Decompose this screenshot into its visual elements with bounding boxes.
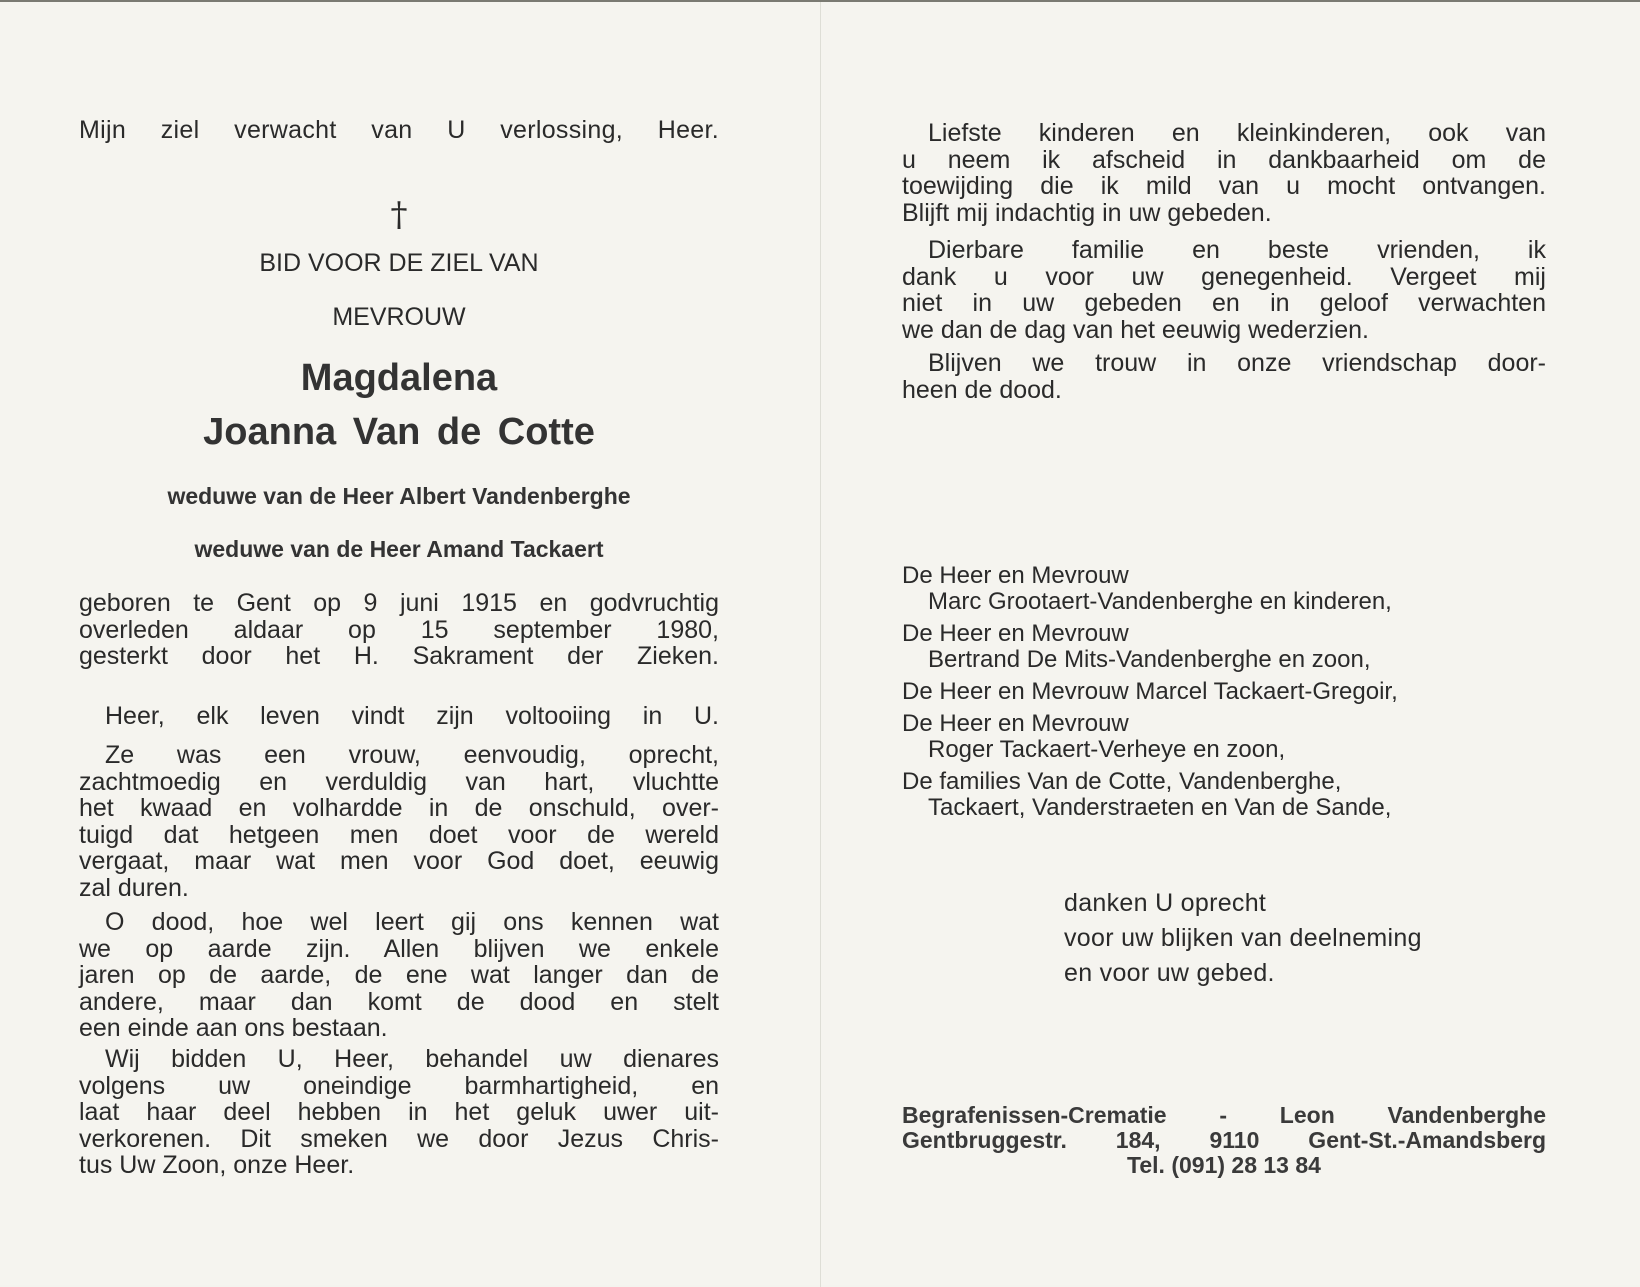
text-line: Blijven we trouw in onze vriendschap door- [928,349,1546,377]
mourners-list [902,563,1562,825]
card-fold-line [820,2,821,1287]
deceased-first-name: Magdalena [300,357,498,399]
text-line: dank u voor uw genegenheid. Vergeet mij [902,262,1546,291]
thanks-block [1064,886,1422,991]
text-line: we dan de dag van het eeuwig wederzien. [902,315,1369,344]
text-line: O dood, hoe wel leert gij ons kennen wat [105,908,719,936]
funeral-home-phone: Tel. (091) 28 13 84 [1127,1152,1321,1178]
prayer-heading: BID VOOR DE ZIEL VAN [259,249,539,277]
text-line: niet in uw gebeden en in geloof verwachten [902,289,1546,317]
text-line: Heer, elk leven vindt zijn voltooiing in U. [105,702,719,730]
text-line: jaren op de aarde, de ene wat langer dan de [79,961,719,989]
widow-of-line-1: weduwe van de Heer Albert Vandenberghe [167,483,631,509]
text-line: Blijft mij indachtig in uw gebeden. [902,198,1272,227]
mourner-entry [902,769,1562,821]
paragraph-dierbare [902,237,1546,343]
text-line: toewijding die ik mild van u mocht ontvangen. [902,172,1546,200]
text-line: een einde aan ons bestaan. [79,1014,388,1042]
text-line: gesterkt door het H. Sakrament der Zieken. [79,642,719,670]
mourner-line: De Heer en Mevrouw [902,710,1129,737]
paragraph-o-dood [79,909,719,1042]
paragraph-wij-bidden [79,1046,719,1179]
epigraph: Mijn ziel verwacht van U verlossing, Heer. [79,116,719,144]
deceased-full-name: Joanna Van de Cotte [203,411,595,453]
funeral-home-address: Gentbruggestr. 184, 9110 Gent-St.-Amandsberg [902,1127,1546,1153]
mourner-line: De families Van de Cotte, Vandenberghe, [902,768,1342,795]
thanks-line: voor uw blijken van deelneming [1064,924,1422,952]
funeral-home-name: Begrafenissen-Crematie - Leon Vandenberghe [902,1102,1546,1128]
mourner-line: De Heer en Mevrouw Marcel Tackaert-Gregoir, [902,678,1398,705]
text-line: het kwaad en volhardde in de onschuld, over- [79,794,719,822]
text-line: zachtmoedig en verduldig van hart, vluchtte [79,767,719,796]
text-line: we op aarde zijn. Allen blijven we enkele [79,934,719,963]
mourner-entry [902,711,1562,763]
text-line: Ze was een vrouw, eenvoudig, oprecht, [105,741,719,769]
mourner-line: De Heer en Mevrouw [902,562,1129,589]
text-line: verkorenen. Dit smeken we door Jezus Chris- [79,1124,719,1153]
paragraph-blijven [902,350,1546,403]
funeral-home-imprint [902,1103,1546,1178]
mourner-line: Bertrand De Mits-Vandenberghe en zoon, [928,646,1371,673]
mourner-entry [902,621,1562,673]
text-line: Dierbare familie en beste vrienden, ik [928,236,1546,264]
text-line: overleden aldaar op 15 september 1980, [79,615,719,644]
text-line: tus Uw Zoon, onze Heer. [79,1151,355,1179]
paragraph-liefste [902,120,1546,226]
text-line: laat haar deel hebben in het geluk uwer uit- [79,1098,719,1126]
text-line: volgens uw oneindige barmhartigheid, en [79,1071,719,1100]
text-line: vergaat, maar wat men voor God doet, eeuwig [79,847,719,875]
mourner-entry [902,563,1562,615]
thanks-line: en voor uw gebed. [1064,959,1275,987]
text-line: zal duren. [79,873,189,902]
mourner-line: Tackaert, Vanderstraeten en Van de Sande, [928,794,1392,821]
text-line: geboren te Gent op 9 juni 1915 en godvruchtig [79,589,719,617]
text-line: heen de dood. [902,375,1062,404]
thanks-line: danken U oprecht [1064,889,1267,917]
text-line: tuigd dat hetgeen men doet voor de wereld [79,820,719,849]
mourner-line: De Heer en Mevrouw [902,620,1129,647]
title-honorific: MEVROUW [332,303,466,331]
mourner-line: Roger Tackaert-Verheye en zoon, [928,736,1286,763]
paragraph-ze-was [79,742,719,901]
text-line: andere, maar dan komt de dood en stelt [79,987,719,1016]
text-line: u neem ik afscheid in dankbaarheid om de [902,145,1546,174]
birth-death-paragraph [79,590,719,670]
mourner-entry [902,679,1562,705]
mourner-line: Marc Grootaert-Vandenberghe en kinderen, [928,588,1392,615]
text-line: Liefste kinderen en kleinkinderen, ook van [928,119,1546,147]
verse-heer [79,703,719,730]
widow-of-line-2: weduwe van de Heer Amand Tackaert [194,536,604,562]
cross-icon: † [390,195,408,235]
text-line: Wij bidden U, Heer, behandel uw dienares [105,1045,719,1073]
